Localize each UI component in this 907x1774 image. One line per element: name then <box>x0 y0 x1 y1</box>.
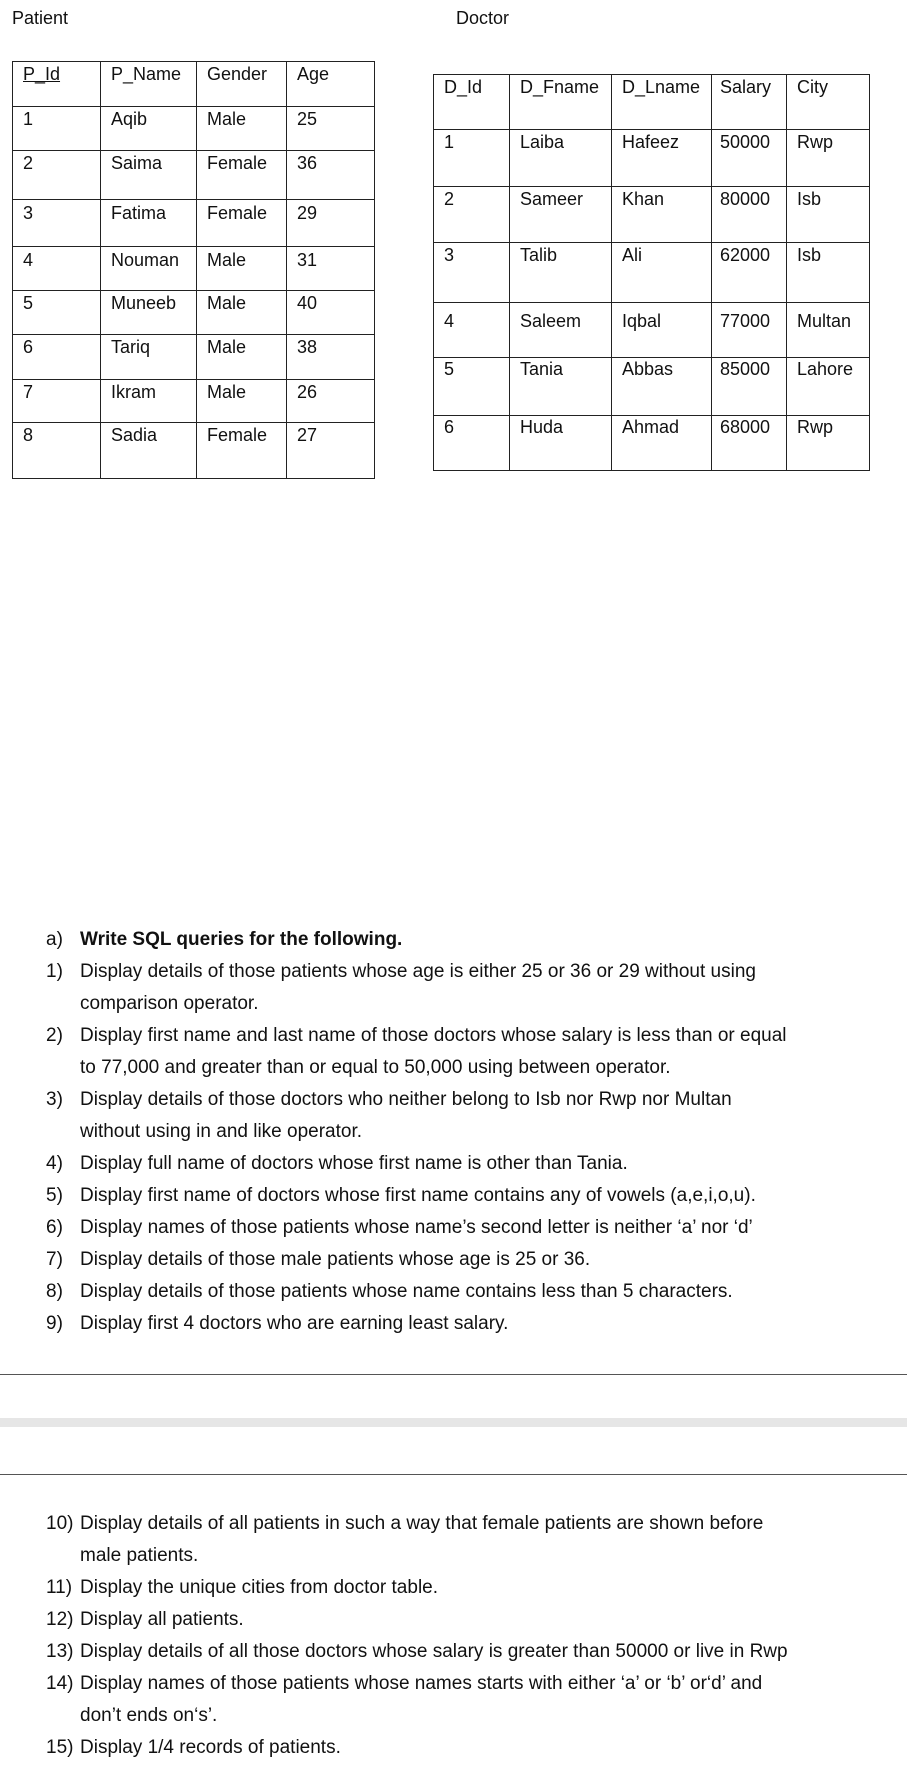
table-cell: Ali <box>612 243 712 303</box>
table-cell: 27 <box>287 423 375 479</box>
table-row <box>13 291 375 335</box>
question-line: Display first name of doctors whose first name contains any of vowels (a,e,i,o,u). <box>80 1185 756 1206</box>
table-cell: Female <box>197 200 287 247</box>
table-cell: Huda <box>510 416 612 471</box>
question-text <box>80 1212 886 1244</box>
page-divider-top <box>0 1374 907 1375</box>
table-row <box>434 303 870 358</box>
table-cell: 3 <box>434 243 510 303</box>
question-line: Display details of those patients whose name contains less than 5 characters. <box>80 1281 733 1302</box>
col-header-d-id: D_Id <box>434 75 510 130</box>
question-line: Display details of all patients in such a way that female patients are shown before <box>80 1513 764 1534</box>
question-text <box>80 1020 886 1084</box>
table-cell: Talib <box>510 243 612 303</box>
question-item <box>46 1572 886 1604</box>
question-line: without using in and like operator. <box>80 1121 363 1142</box>
table-cell: Multan <box>787 303 870 358</box>
question-item <box>46 1308 886 1340</box>
question-number: 10) <box>46 1513 74 1534</box>
table-cell: Saima <box>101 151 197 200</box>
question-line: to 77,000 and greater than or equal to 50,000 using between operator. <box>80 1057 671 1078</box>
table-cell: Tania <box>510 358 612 416</box>
table-cell: Rwp <box>787 416 870 471</box>
question-text <box>80 1148 886 1180</box>
table-cell: 2 <box>13 151 101 200</box>
table-cell: Aqib <box>101 107 197 151</box>
table-cell: Female <box>197 423 287 479</box>
question-item <box>46 1244 886 1276</box>
question-line: Display first name and last name of those doctors whose salary is less than or equal <box>80 1025 787 1046</box>
table-cell: Female <box>197 151 287 200</box>
table-cell: 2 <box>434 187 510 243</box>
question-item <box>46 1636 886 1668</box>
heading-marker: a) <box>46 929 63 950</box>
table-cell: 40 <box>287 291 375 335</box>
question-line: Display 1/4 records of patients. <box>80 1737 341 1758</box>
table-cell: Ahmad <box>612 416 712 471</box>
table-cell: Sameer <box>510 187 612 243</box>
table-cell: 85000 <box>712 358 787 416</box>
questions-part-2 <box>46 1508 886 1764</box>
table-cell: 80000 <box>712 187 787 243</box>
table-cell: 31 <box>287 247 375 291</box>
question-item <box>46 1212 886 1244</box>
question-line: Display details of those doctors who neither belong to Isb nor Rwp nor Multan <box>80 1089 732 1110</box>
table-cell: 1 <box>434 130 510 187</box>
question-text <box>80 1636 886 1668</box>
question-text <box>80 1604 886 1636</box>
question-text <box>80 1308 886 1340</box>
table-cell: Male <box>197 107 287 151</box>
question-number: 3) <box>46 1089 63 1110</box>
question-number: 9) <box>46 1313 63 1334</box>
page-divider-bottom <box>0 1474 907 1475</box>
table-cell: Nouman <box>101 247 197 291</box>
table-row <box>13 423 375 479</box>
table-cell: Hafeez <box>612 130 712 187</box>
table-cell: 8 <box>13 423 101 479</box>
table-cell: 1 <box>13 107 101 151</box>
questions-part-1 <box>46 924 886 1340</box>
question-text <box>80 1180 886 1212</box>
question-line: Display full name of doctors whose first name is other than Tania. <box>80 1153 628 1174</box>
question-number: 8) <box>46 1281 63 1302</box>
question-item <box>46 1084 886 1148</box>
col-header-p-id: P_Id <box>13 62 101 107</box>
table-row <box>13 200 375 247</box>
doctor-caption: Doctor <box>456 8 510 28</box>
question-text <box>80 1276 886 1308</box>
table-cell: Fatima <box>101 200 197 247</box>
question-line: male patients. <box>80 1545 199 1566</box>
table-row <box>434 187 870 243</box>
col-header-gender: Gender <box>197 62 287 107</box>
table-cell: 6 <box>13 335 101 380</box>
table-cell: Iqbal <box>612 303 712 358</box>
question-number: 7) <box>46 1249 63 1270</box>
question-number: 2) <box>46 1025 63 1046</box>
table-cell: Ikram <box>101 380 197 423</box>
table-row <box>434 130 870 187</box>
table-cell: Isb <box>787 243 870 303</box>
doctor-table <box>433 74 870 471</box>
col-header-city: City <box>787 75 870 130</box>
table-cell: 4 <box>434 303 510 358</box>
patient-caption: Patient <box>12 8 69 28</box>
question-line: Display details of those patients whose age is either 25 or 36 or 29 without using <box>80 961 756 982</box>
patient-table <box>12 61 375 479</box>
col-header-d-fname: D_Fname <box>510 75 612 130</box>
question-line: Display all patients. <box>80 1609 244 1630</box>
page-gap-band <box>0 1418 907 1427</box>
question-text <box>80 1244 886 1276</box>
col-header-p-name: P_Name <box>101 62 197 107</box>
table-cell: 6 <box>434 416 510 471</box>
question-item <box>46 1668 886 1732</box>
table-cell: Male <box>197 335 287 380</box>
question-item <box>46 1180 886 1212</box>
table-cell: 5 <box>434 358 510 416</box>
table-cell: 77000 <box>712 303 787 358</box>
question-text <box>80 1508 886 1572</box>
question-text <box>80 1084 886 1148</box>
table-cell: 38 <box>287 335 375 380</box>
question-number: 15) <box>46 1737 74 1758</box>
question-line: don’t ends on‘s’. <box>80 1705 218 1726</box>
table-cell: Khan <box>612 187 712 243</box>
questions-heading-text: Write SQL queries for the following. <box>80 929 403 950</box>
question-number: 5) <box>46 1185 63 1206</box>
table-row <box>13 380 375 423</box>
col-header-salary: Salary <box>712 75 787 130</box>
question-number: 14) <box>46 1673 74 1694</box>
table-cell: Saleem <box>510 303 612 358</box>
question-number: 1) <box>46 961 63 982</box>
question-line: Display the unique cities from doctor table. <box>80 1577 439 1598</box>
col-header-d-lname: D_Lname <box>612 75 712 130</box>
table-cell: 26 <box>287 380 375 423</box>
table-cell: Tariq <box>101 335 197 380</box>
table-row <box>13 151 375 200</box>
table-cell: 36 <box>287 151 375 200</box>
question-line: comparison operator. <box>80 993 259 1014</box>
doctor-header-row <box>434 75 870 130</box>
table-cell: 25 <box>287 107 375 151</box>
question-line: Display details of all those doctors whose salary is greater than 50000 or live in Rwp <box>80 1641 788 1662</box>
question-item <box>46 1604 886 1636</box>
question-line: Display first 4 doctors who are earning least salary. <box>80 1313 509 1334</box>
question-item <box>46 1276 886 1308</box>
question-text <box>80 1572 886 1604</box>
table-cell: 3 <box>13 200 101 247</box>
table-cell: 7 <box>13 380 101 423</box>
table-cell: 4 <box>13 247 101 291</box>
question-number: 11) <box>46 1577 73 1598</box>
question-number: 4) <box>46 1153 63 1174</box>
table-row <box>434 243 870 303</box>
table-cell: Lahore <box>787 358 870 416</box>
question-text <box>80 1732 886 1764</box>
table-cell: Muneeb <box>101 291 197 335</box>
question-item <box>46 1508 886 1572</box>
table-cell: Isb <box>787 187 870 243</box>
question-item <box>46 1148 886 1180</box>
table-cell: Laiba <box>510 130 612 187</box>
table-row <box>434 358 870 416</box>
table-cell: 62000 <box>712 243 787 303</box>
table-cell: 68000 <box>712 416 787 471</box>
table-cell: Sadia <box>101 423 197 479</box>
question-text <box>80 1668 886 1732</box>
question-item <box>46 1020 886 1084</box>
question-text <box>80 956 886 1020</box>
table-cell: Male <box>197 247 287 291</box>
table-cell: Male <box>197 291 287 335</box>
patient-header-row <box>13 62 375 107</box>
question-number: 13) <box>46 1641 74 1662</box>
question-number: 12) <box>46 1609 74 1630</box>
question-line: Display names of those patients whose names starts with either ‘a’ or ‘b’ or‘d’ and <box>80 1673 763 1694</box>
table-row <box>13 107 375 151</box>
table-cell: Male <box>197 380 287 423</box>
table-cell: 5 <box>13 291 101 335</box>
table-cell: Rwp <box>787 130 870 187</box>
table-row <box>13 247 375 291</box>
table-row <box>434 416 870 471</box>
table-row <box>13 335 375 380</box>
col-header-age: Age <box>287 62 375 107</box>
table-cell: 50000 <box>712 130 787 187</box>
question-number: 6) <box>46 1217 63 1238</box>
table-cell: 29 <box>287 200 375 247</box>
question-line: Display details of those male patients whose age is 25 or 36. <box>80 1249 591 1270</box>
questions-heading <box>46 924 886 956</box>
table-cell: Abbas <box>612 358 712 416</box>
question-item <box>46 956 886 1020</box>
question-line: Display names of those patients whose name’s second letter is neither ‘a’ nor ‘d’ <box>80 1217 753 1238</box>
question-item <box>46 1732 886 1764</box>
